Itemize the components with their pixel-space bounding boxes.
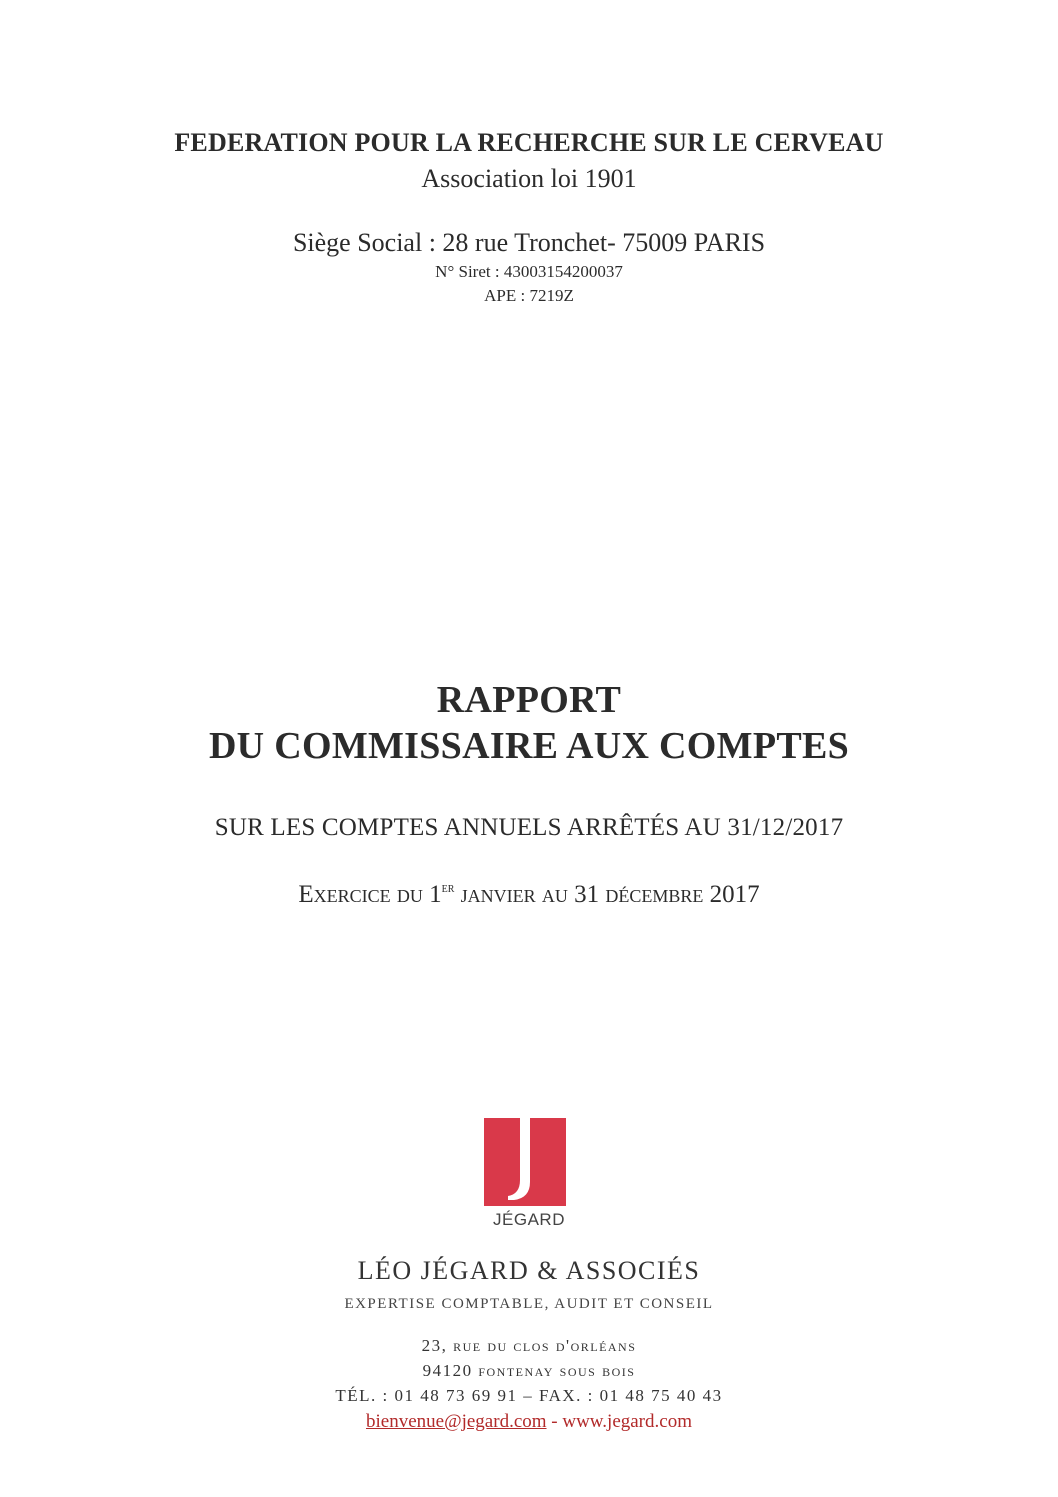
- logo-caption: JÉGARD: [493, 1210, 565, 1229]
- siret-number: N° Siret : 43003154200037: [435, 262, 623, 281]
- fiscal-period-ordinal: er: [441, 881, 455, 896]
- firm-email-link[interactable]: bienvenue@jegard.com: [366, 1411, 547, 1432]
- firm-tagline: EXPERTISE COMPTABLE, AUDIT ET CONSEIL: [344, 1296, 714, 1312]
- link-separator: -: [546, 1411, 563, 1432]
- report-subtitle: SUR LES COMPTES ANNUELS ARRÊTÉS AU 31/12/2017: [214, 814, 844, 841]
- fiscal-period-suffix: janvier au 31 décembre 2017: [454, 881, 760, 908]
- fiscal-period-prefix: Exercice du 1: [298, 881, 442, 908]
- organization-type: Association loi 1901: [421, 164, 637, 193]
- jegard-logo-icon: [484, 1118, 566, 1206]
- report-title-line2: DU COMMISSAIRE AUX COMPTES: [208, 725, 850, 767]
- report-title-line1: RAPPORT: [436, 679, 622, 721]
- firm-city: 94120 fontenay sous bois: [422, 1361, 636, 1380]
- ape-code: APE : 7219Z: [484, 286, 574, 305]
- firm-contact-links: [0, 1411, 1058, 1433]
- firm-website-link[interactable]: www.jegard.com: [562, 1411, 692, 1432]
- head-office-address: Siège Social : 28 rue Tronchet- 75009 PARIS: [292, 228, 766, 257]
- fiscal-period: [0, 881, 1058, 909]
- firm-street-address: 23, rue du clos d'orléans: [421, 1336, 637, 1355]
- organization-name: FEDERATION POUR LA RECHERCHE SUR LE CERVEAU: [174, 128, 884, 157]
- firm-phone-fax: TÉL. : 01 48 73 69 91 – FAX. : 01 48 75 40 43: [335, 1386, 723, 1405]
- firm-name: LÉO JÉGARD & ASSOCIÉS: [357, 1256, 701, 1285]
